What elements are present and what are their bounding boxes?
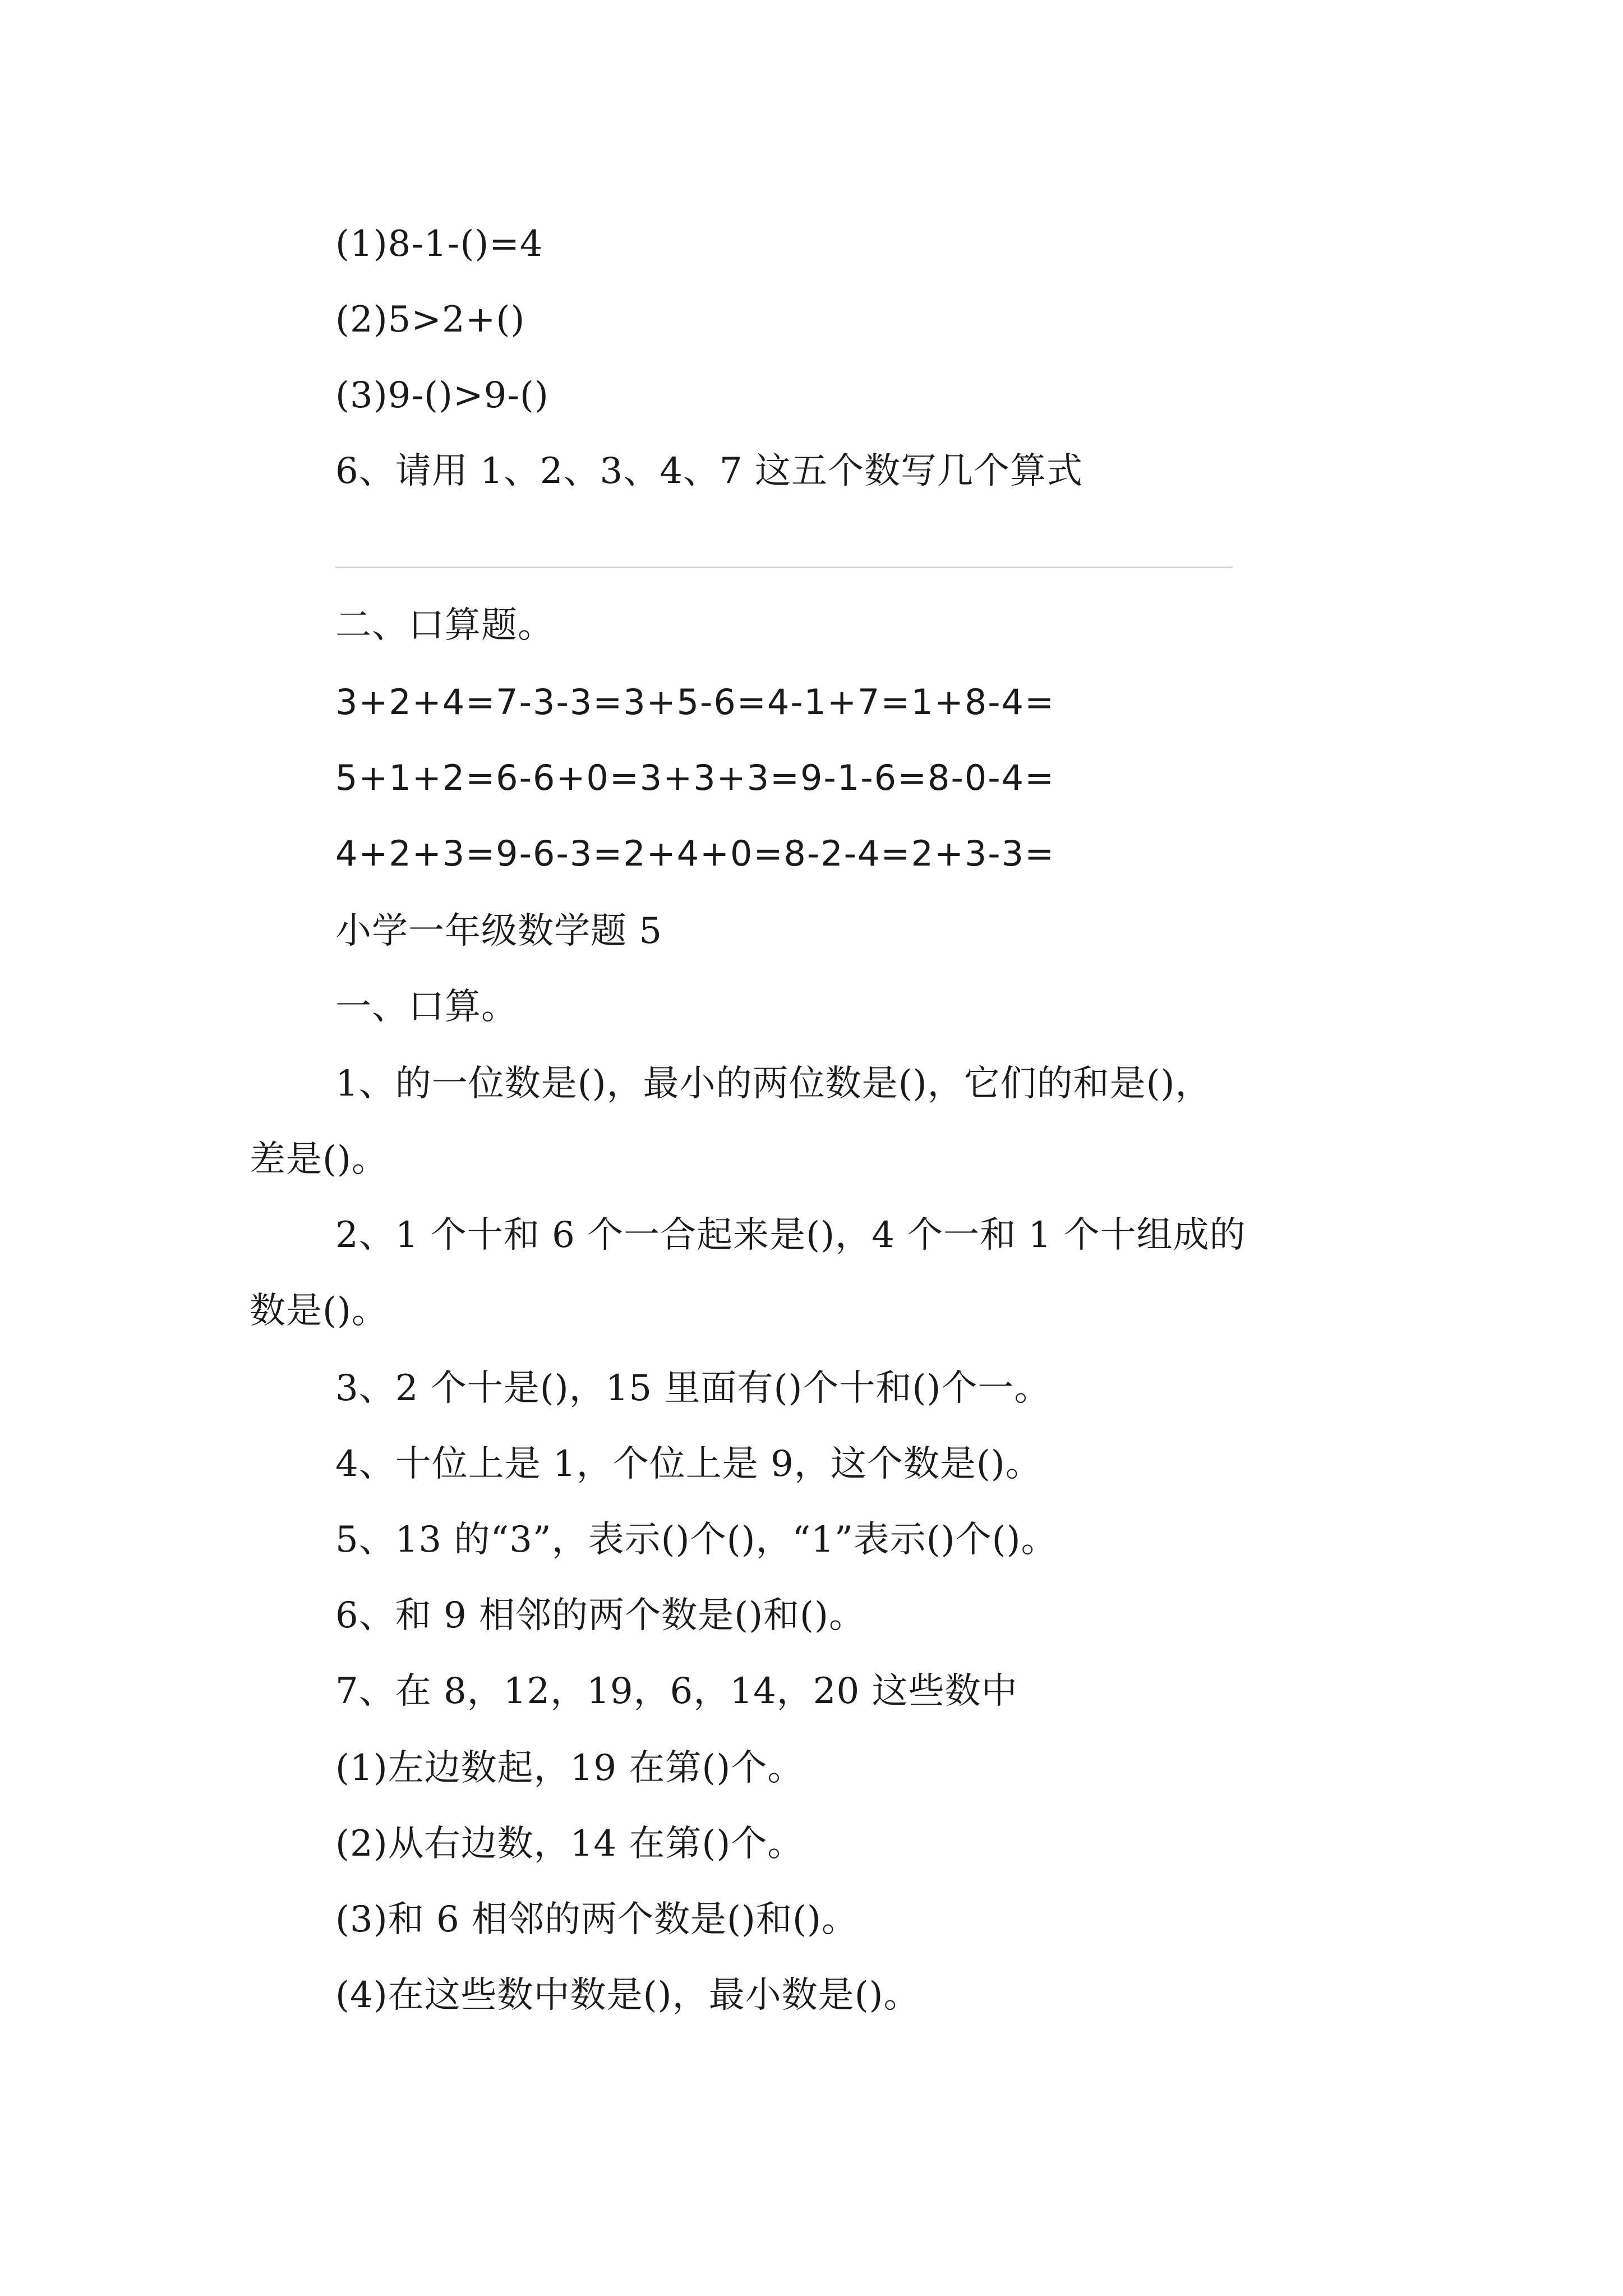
fill-blank-item-1: (1)8-1-()=4	[335, 223, 543, 265]
fill-blank-item-2: (2)5>2+()	[335, 299, 525, 341]
question-2-line-1: 2、1 个十和 6 个一合起来是()，4 个一和 1 个十组成的	[335, 1214, 1246, 1256]
set-title: 小学一年级数学题 5	[335, 910, 663, 952]
question-7-sub-4: (4)在这些数中数是()，最小数是()。	[335, 1975, 920, 2016]
section-two-heading: 二、口算题。	[335, 605, 554, 646]
section-divider	[335, 567, 1233, 568]
question-3: 3、2 个十是()，15 里面有()个十和()个一。	[335, 1368, 1051, 1409]
question-7: 7、在 8，12，19，6，14，20 这些数中	[335, 1671, 1018, 1712]
question-6b: 6、和 9 相邻的两个数是()和()。	[335, 1595, 865, 1636]
question-1-line-2: 差是()。	[250, 1139, 388, 1180]
question-1-line-1: 1、的一位数是()，最小的两位数是()，它们的和是()，	[335, 1063, 1212, 1105]
mental-math-row-3: 4+2+3=9-6-3=2+4+0=8-2-4=2+3-3=	[335, 833, 1055, 874]
mental-math-row-2: 5+1+2=6-6+0=3+3+3=9-1-6=8-0-4=	[335, 757, 1055, 798]
mental-math-row-1: 3+2+4=7-3-3=3+5-6=4-1+7=1+8-4=	[335, 682, 1055, 723]
question-2-line-2: 数是()。	[250, 1290, 388, 1332]
question-5: 5、13 的“3”，表示()个()，“1”表示()个()。	[335, 1519, 1058, 1561]
set-heading: 一、口算。	[335, 986, 518, 1028]
question-4: 4、十位上是 1，个位上是 9，这个数是()。	[335, 1443, 1042, 1485]
question-7-sub-2: (2)从右边数，14 在第()个。	[335, 1823, 804, 1865]
question-6: 6、请用 1、2、3、4、7 这五个数写几个算式	[335, 450, 1083, 492]
question-7-sub-3: (3)和 6 相邻的两个数是()和()。	[335, 1899, 858, 1940]
question-7-sub-1: (1)左边数起，19 在第()个。	[335, 1747, 804, 1789]
fill-blank-item-3: (3)9-()>9-()	[335, 375, 549, 416]
